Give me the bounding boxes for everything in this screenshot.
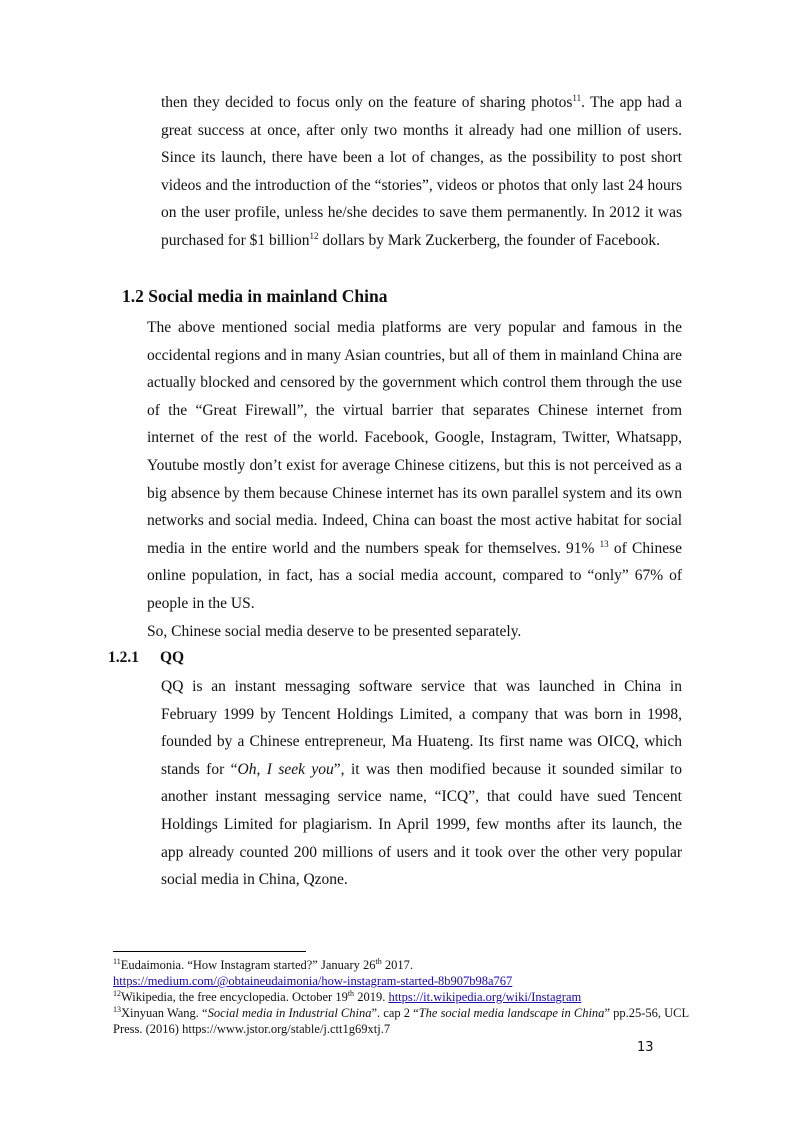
paragraph-text: So, Chinese social media deserve to be presented separately.	[147, 623, 522, 640]
paragraph-text: then they decided to focus only on the feature of sharing photos	[161, 94, 573, 111]
footnote-text: ”. cap 2 “	[371, 1006, 419, 1020]
footnote-text: Wikipedia, the free encyclopedia. October 19	[121, 990, 348, 1004]
paragraph-transition	[147, 618, 682, 646]
footnote-text: Eudaimonia. “How Instagram started?” January 26	[120, 958, 376, 972]
footnote-text: 2017.	[381, 958, 413, 972]
footnote-text: 2019.	[354, 990, 389, 1004]
paragraph-text: dollars by Mark Zuckerberg, the founder of Facebook.	[318, 231, 660, 249]
paragraph-text: The above mentioned social media platforms are very popular and famous in the occidental regions and in many Asian countries, but all of them in mainland China are actually blocked and censored by the government which control them through the use of the “Great Firewall”, the virtual barrier that separates Chinese internet from internet of the rest of the world. Facebook, Google, Instagram, Twitter, Whatsapp, Youtube mostly don’t exist for average Chinese citizens, but this is not perceived as a big absence by them because Chinese internet has its own parallel system and its own networks and social media. Indeed, China can boast the most active habitat for social media in the entire world and the numbers speak for themselves. 91%	[147, 319, 682, 557]
page-number: 13	[637, 1040, 654, 1055]
italic-title: Social media in Industrial China	[207, 1006, 372, 1020]
paragraph-text: QQ is an instant messaging software service that was launched in China in February 1999 by Tencent Holdings Limited, a company that was born in 1998, founded by a Chinese entrepreneur, Ma Huateng. Its first name was OICQ, which stands for “	[161, 678, 682, 778]
italic-title: The social media landscape in China	[418, 1006, 605, 1020]
paragraph-text: of Chinese online population, in fact, has a social media account, compared to “only” 67% of people in the US.	[147, 539, 682, 612]
paragraph-china-social-media	[147, 314, 682, 618]
paragraph-instagram-history	[161, 89, 682, 255]
footnote-ref-13[interactable]: 13	[599, 538, 609, 549]
ordinal-suffix: th	[375, 956, 382, 966]
paragraph-qq	[161, 673, 682, 894]
footnote-text: ” pp.25-56, UCL Press. (2016) https://www.jstor.org/stable/j.ctt1g69xtj.7	[113, 1006, 689, 1036]
footnote-ref-12[interactable]: 12	[309, 230, 319, 241]
footnote-11	[113, 957, 693, 989]
footnote-12	[113, 989, 693, 1005]
subsection-number: 1.2.1	[108, 649, 139, 666]
subsection-heading	[108, 649, 184, 667]
section-heading: 1.2 Social media in mainland China	[122, 286, 388, 306]
paragraph-text: . The app had a great success at once, after only two months it already had one million of users. Since its launch, there have been a lot of changes, as the possibility to post short videos and the introduction of the “stories”, videos or photos that only last 24 hours on the user profile, unless he/she decides to save them permanently. In 2012 it was purchased for $1 billion	[161, 94, 682, 249]
footnote-ref-11[interactable]: 11	[572, 92, 582, 103]
subsection-title: QQ	[160, 649, 185, 666]
ordinal-suffix: th	[347, 988, 355, 998]
footnote-link[interactable]: https://medium.com/@obtaineudaimonia/how-instagram-started-8b907b98a767	[113, 974, 513, 988]
footnote-link[interactable]: https://it.wikipedia.org/wiki/Instagram	[388, 990, 582, 1004]
footnote-number: 11	[113, 956, 121, 966]
footnote-separator	[113, 951, 306, 952]
italic-phrase: Oh, I seek you	[237, 760, 334, 778]
footnote-13	[113, 1005, 693, 1037]
footnote-text: Xinyuan Wang. “	[121, 1006, 208, 1020]
paragraph-text: ”, it was then modified because it sounded similar to another instant messaging service name, “ICQ”, that could have sued Tencent Holdings Limited for plagiarism. In April 1999, few months after its launch, the app already counted 200 millions of users and it took over the other very popular social media in China, Qzone.	[161, 760, 683, 889]
footnote-number: 13	[113, 1004, 121, 1014]
footnotes	[113, 957, 693, 1037]
footnote-number: 12	[113, 988, 121, 998]
